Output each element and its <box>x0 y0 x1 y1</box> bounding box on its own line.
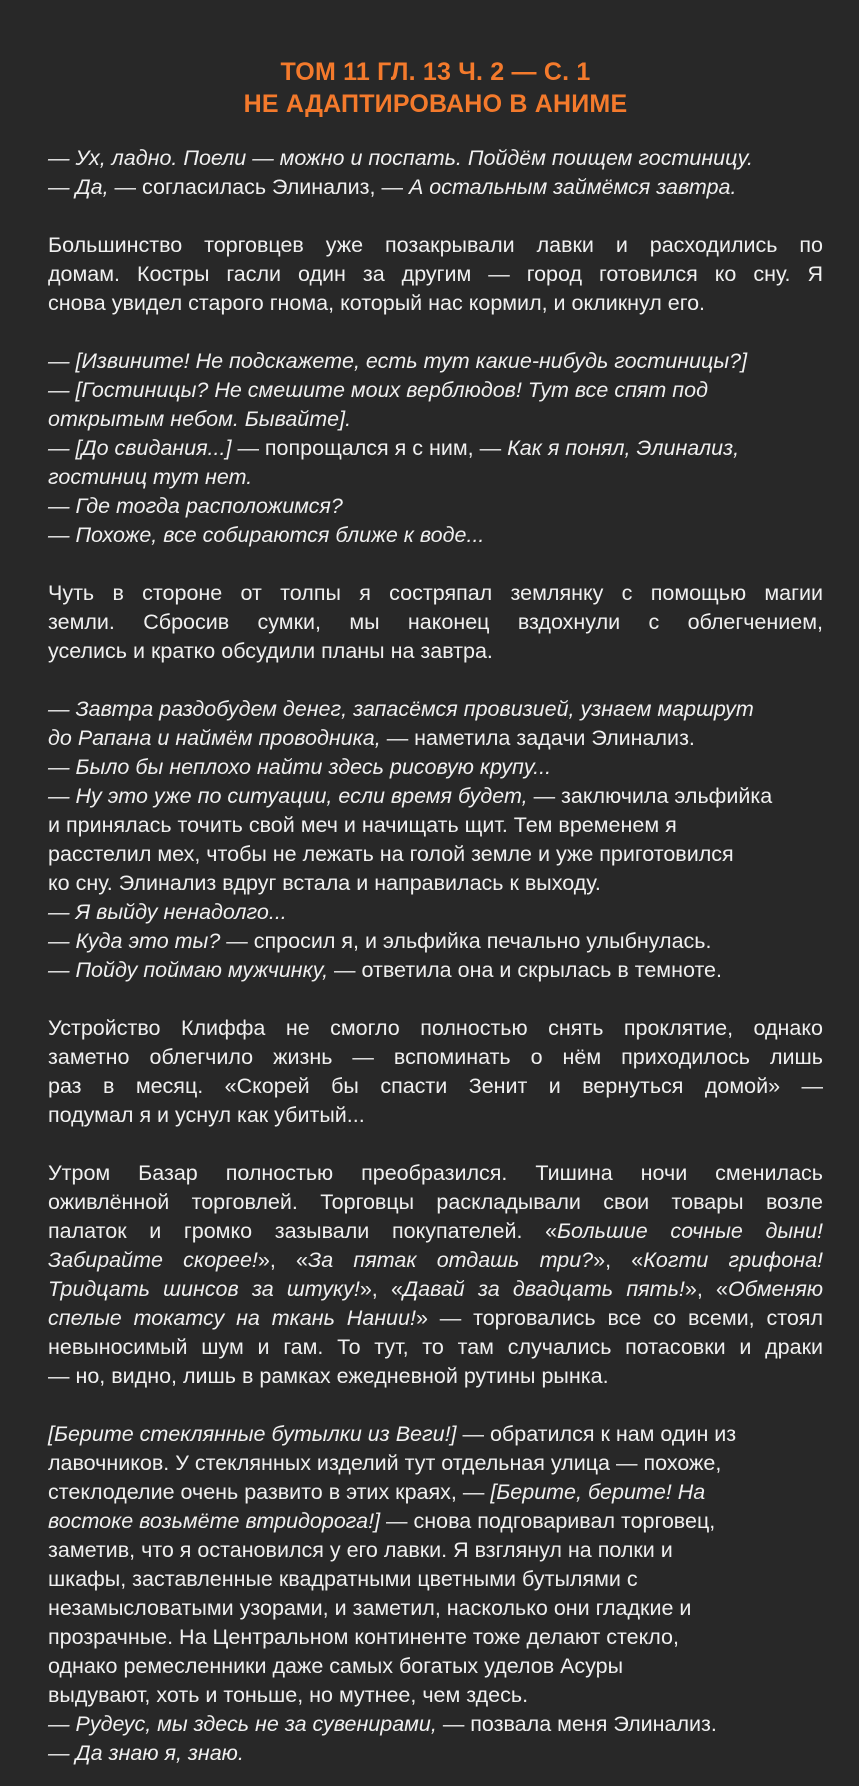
italic-text: — Рудеус, мы здесь не за сувенирами, <box>48 1712 437 1736</box>
plain-text: », « <box>593 1248 644 1272</box>
plain-text: — но, видно, лишь в рамках ежедневной рутины рынка. <box>48 1364 609 1388</box>
italic-text: Как я понял, Элинализ, <box>507 436 740 460</box>
paragraph <box>48 1014 823 1130</box>
italic-text: — [Извините! Не подскажете, есть тут какие-нибудь гостиницы?] <box>48 349 748 373</box>
italic-text: [Берите стеклянные бутылки из Веги!] <box>48 1422 457 1446</box>
plain-text: Большинство торговцев уже позакрывали лавки и расходились по <box>48 233 823 257</box>
plain-text: оживлённой торговлей. Торговцы раскладывали свои товары возле <box>48 1190 823 1214</box>
plain-text: », « <box>359 1277 403 1301</box>
text-line <box>48 1101 823 1130</box>
paragraph <box>48 144 823 202</box>
italic-text: Обменяю <box>728 1277 823 1301</box>
plain-text: заметив, что я остановился у его лавки. Я взглянул на полки и <box>48 1538 673 1562</box>
plain-text: » — торговались все со всеми, стоял <box>415 1306 823 1330</box>
italic-text: — Где тогда расположимся? <box>48 494 343 518</box>
italic-text: За пятак отдашь три? <box>308 1248 594 1272</box>
italic-text: Забирайте скорее! <box>48 1248 258 1272</box>
plain-text: Чуть в стороне от толпы я состряпал землянку с помощью магии <box>48 581 823 605</box>
italic-text: до Рапана и наймём проводника, <box>48 726 381 750</box>
plain-text: шкафы, заставленные квадратными цветными бутылями с <box>48 1567 638 1591</box>
text-line <box>48 231 823 260</box>
plain-text: », « <box>684 1277 728 1301</box>
text-line <box>48 1159 823 1188</box>
text-line <box>48 956 823 985</box>
text-line <box>48 1420 823 1449</box>
text-line <box>48 1681 823 1710</box>
paragraph <box>48 347 823 550</box>
plain-text: — ответила она и скрылась в темноте. <box>328 958 722 982</box>
chapter-subtitle-line: НЕ АДАПТИРОВАНО В АНИМЕ <box>243 90 628 118</box>
text-line <box>48 463 823 492</box>
text-line <box>48 724 823 753</box>
text-line <box>48 898 823 927</box>
text-line <box>48 144 823 173</box>
plain-text: подумал я и уснул как убитый... <box>48 1103 365 1127</box>
text-line <box>48 782 823 811</box>
italic-text: Когти грифона! <box>643 1248 824 1272</box>
text-line <box>48 1710 823 1739</box>
plain-text: выдувают, хоть и тоньше, но мутнее, чем здесь. <box>48 1683 529 1707</box>
text-line <box>48 753 823 782</box>
italic-text: — Похоже, все собираются ближе к воде... <box>48 523 485 547</box>
plain-text: — снова подговаривал торговец, <box>380 1509 716 1533</box>
plain-text: », « <box>257 1248 309 1272</box>
text-line <box>48 405 823 434</box>
text-line <box>48 376 823 405</box>
text-line <box>48 260 823 289</box>
italic-text: — Да знаю я, знаю. <box>48 1741 244 1765</box>
text-line <box>48 1507 823 1536</box>
plain-text: незамысловатыми узорами, и заметил, насколько они гладкие и <box>48 1596 692 1620</box>
text-line <box>48 608 823 637</box>
story-text <box>48 144 823 1768</box>
text-line <box>48 1043 823 1072</box>
italic-text: — Ну это уже по ситуации, если время будет, <box>48 784 528 808</box>
text-line <box>48 521 823 550</box>
text-line <box>48 811 823 840</box>
plain-text: прозрачные. На Центральном континенте тоже делают стекло, <box>48 1625 679 1649</box>
text-line <box>48 1565 823 1594</box>
paragraph <box>48 1420 823 1768</box>
plain-text: Утром Базар полностью преобразился. Тишина ночи сменилась <box>48 1161 823 1185</box>
italic-text: — Завтра раздобудем денег, запасёмся провизией, узнаем маршрут <box>48 697 754 721</box>
italic-text: гостиниц тут нет. <box>48 465 253 489</box>
italic-text: — [Гостиницы? Не смешите моих верблюдов! Тут все спят под <box>48 378 708 402</box>
italic-text: — Да, <box>48 175 109 199</box>
paragraph <box>48 1159 823 1391</box>
italic-text: Большие сочные дыни! <box>557 1219 823 1243</box>
text-line <box>48 637 823 666</box>
text-line <box>48 1594 823 1623</box>
text-line <box>48 1536 823 1565</box>
italic-text: спелые токатсу на ткань Нании! <box>48 1306 416 1330</box>
italic-text: открытым небом. Бывайте]. <box>48 407 352 431</box>
plain-text: однако ремесленники даже самых богатых уделов Асуры <box>48 1654 624 1678</box>
italic-text: — Куда это ты? <box>48 929 221 953</box>
italic-text: [Берите, берите! На <box>490 1480 706 1504</box>
plain-text: — спросил я, и эльфийка печально улыбнулась. <box>220 929 712 953</box>
text-line <box>48 1362 823 1391</box>
text-line <box>48 347 823 376</box>
plain-text: снова увидел старого гнома, который нас кормил, и окликнул его. <box>48 291 706 315</box>
plain-text: палаток и громко зазывали покупателей. « <box>48 1219 558 1243</box>
text-line <box>48 1246 823 1275</box>
plain-text: ко сну. Элинализ вдруг встала и направилась к выходу. <box>48 871 601 895</box>
plain-text: — обратился к нам один из <box>456 1422 737 1446</box>
text-line <box>48 579 823 608</box>
plain-text: лавочников. У стеклянных изделий тут отдельная улица — похоже, <box>48 1451 722 1475</box>
italic-text: Давай за двадцать пять! <box>402 1277 685 1301</box>
plain-text: уселись и кратко обсудили планы на завтра. <box>48 639 493 663</box>
plain-text: заметно облегчило жизнь — вспоминать о нём приходилось лишь <box>48 1045 823 1069</box>
text-line <box>48 1014 823 1043</box>
plain-text: земли. Сбросив сумки, мы наконец вздохнули с облегчением, <box>48 610 823 634</box>
plain-text: домам. Костры гасли один за другим — город готовился ко сну. Я <box>48 262 823 286</box>
text-line <box>48 869 823 898</box>
text-line <box>48 1449 823 1478</box>
text-line <box>48 1478 823 1507</box>
italic-text: А остальным займёмся завтра. <box>408 175 737 199</box>
text-line <box>48 289 823 318</box>
plain-text: — позвала меня Элинализ. <box>436 1712 717 1736</box>
text-line <box>48 1652 823 1681</box>
chapter-title <box>48 56 823 120</box>
text-line <box>48 173 823 202</box>
text-line <box>48 434 823 463</box>
plain-text: раз в месяц. «Скорей бы спасти Зенит и вернуться домой» — <box>48 1074 823 1098</box>
paragraph <box>48 231 823 318</box>
text-line <box>48 840 823 869</box>
text-line <box>48 1333 823 1362</box>
plain-text: — наметила задачи Элинализ. <box>380 726 695 750</box>
text-line <box>48 1623 823 1652</box>
text-line <box>48 1072 823 1101</box>
italic-text: — Было бы неплохо найти здесь рисовую крупу... <box>48 755 552 779</box>
italic-text: востоке возьмёте втридорога!] <box>48 1509 381 1533</box>
italic-text: — Я выйду ненадолго... <box>48 900 287 924</box>
plain-text: расстелил мех, чтобы не лежать на голой земле и уже приготовился <box>48 842 734 866</box>
plain-text: — заключила эльфийка <box>527 784 773 808</box>
italic-text: Тридцать шинсов за штуку! <box>48 1277 360 1301</box>
text-line <box>48 1275 823 1304</box>
text-line <box>48 695 823 724</box>
paragraph <box>48 695 823 985</box>
plain-text: — согласилась Элинализ, — <box>108 175 409 199</box>
chapter-title-line: ТОМ 11 ГЛ. 13 Ч. 2 — С. 1 <box>280 58 591 86</box>
italic-text: — [До свидания...] <box>48 436 232 460</box>
text-line <box>48 1739 823 1768</box>
text-line <box>48 492 823 521</box>
text-line <box>48 1188 823 1217</box>
plain-text: и принялась точить свой меч и начищать щит. Тем временем я <box>48 813 677 837</box>
italic-text: — Ух, ладно. Поели — можно и поспать. Пойдём поищем гостиницу. <box>48 146 753 170</box>
text-line <box>48 1217 823 1246</box>
text-line <box>48 1304 823 1333</box>
plain-text: стеклоделие очень развито в этих краях, — <box>48 1480 491 1504</box>
italic-text: — Пойду поймаю мужчинку, <box>48 958 329 982</box>
plain-text: — попрощался я с ним, — <box>231 436 508 460</box>
plain-text: Устройство Клиффа не смогло полностью снять проклятие, однако <box>48 1016 823 1040</box>
text-line <box>48 927 823 956</box>
plain-text: невыносимый шум и гам. То тут, то там случались потасовки и драки <box>48 1335 823 1359</box>
paragraph <box>48 579 823 666</box>
